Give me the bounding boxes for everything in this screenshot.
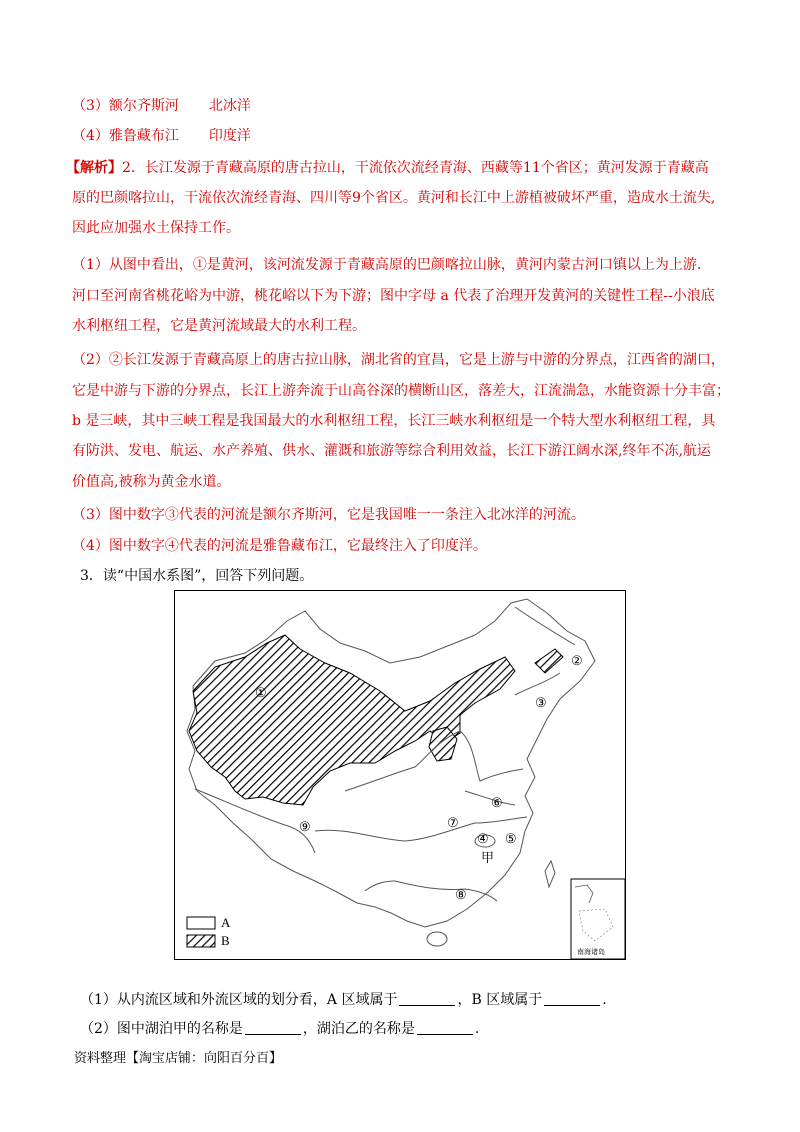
sub-2-text-c: . bbox=[474, 1021, 480, 1037]
sub-1-text-a: （1）从内流区域和外流区域的划分看，A 区域属于 bbox=[80, 992, 398, 1008]
answer-3 bbox=[72, 96, 251, 116]
map-marker-8: ⑧ bbox=[455, 887, 467, 902]
map-marker-9: ⑨ bbox=[299, 819, 311, 834]
legend-a-swatch bbox=[187, 917, 215, 929]
map-marker-3: ③ bbox=[535, 695, 547, 710]
map-marker-jia: 甲 bbox=[481, 850, 495, 865]
sub-2-text-a: （2）图中湖泊甲的名称是 bbox=[80, 1021, 243, 1037]
blank-lake-jia[interactable] bbox=[245, 1020, 301, 1035]
map-marker-1: ① bbox=[255, 685, 267, 700]
map-marker-4: ④ bbox=[477, 831, 489, 846]
sub-2-text-b: ，湖泊乙的名称是 bbox=[302, 1021, 415, 1037]
answer-4-ocean: 印度洋 bbox=[208, 128, 251, 144]
map-marker-5: ⑤ bbox=[505, 831, 517, 846]
china-water-system-map bbox=[174, 590, 626, 960]
map-marker-6: ⑥ bbox=[491, 795, 503, 810]
hainan-island bbox=[427, 932, 447, 946]
analysis-line-10: 价值高,被称为黄金水道。 bbox=[72, 474, 231, 490]
analysis-line-5: 水利枢纽工程，它是黄河流域最大的水利工程。 bbox=[72, 318, 366, 334]
answer-4-river: （4）雅鲁藏布江 bbox=[72, 128, 179, 144]
legend-a-label: A bbox=[221, 915, 231, 930]
analysis-line-3: （1）从图中看出，①是黄河，该河流发源于青藏高原的巴颜喀拉山脉，黄河内蒙古河口镇以上为上游. bbox=[72, 257, 702, 273]
legend-b-swatch bbox=[187, 935, 215, 947]
analysis-line-6: （2）②长江发源于青藏高原上的唐古拉山脉，湖北省的宜昌，它是上游与中游的分界点，江西省的湖口， bbox=[72, 352, 725, 368]
answer-4 bbox=[72, 126, 251, 146]
analysis-tag: 【解析】 bbox=[66, 160, 122, 176]
blank-a-region[interactable] bbox=[399, 991, 455, 1006]
analysis-line-1: 原的巴颜喀拉山，干流依次流经青海、四川等9个省区。黄河和长江中上游植被破坏严重，造成水土流失, bbox=[72, 190, 716, 206]
analysis-line-11: （3）图中数字③代表的河流是额尔齐斯河，它是我国唯一一条注入北冰洋的河流。 bbox=[72, 507, 585, 523]
map-drawing bbox=[175, 591, 627, 961]
map-marker-2: ② bbox=[571, 653, 583, 668]
blank-b-region[interactable] bbox=[544, 991, 600, 1006]
answer-3-river: （3）额尔齐斯河 bbox=[72, 98, 179, 114]
analysis-line-0 bbox=[66, 158, 709, 178]
question-3-sub-2 bbox=[80, 1019, 479, 1039]
analysis-line-8: b 是三峡，其中三峡工程是我国最大的水利枢纽工程，长江三峡水利枢纽是一个特大型水利枢纽工程，具 bbox=[72, 413, 716, 429]
analysis-line-9: 有防洪、发电、航运、水产养殖、供水、灌溉和旅游等综合利用效益，长江下游江阔水深,终年不冻,航运 bbox=[72, 443, 711, 459]
legend-b-label: B bbox=[221, 933, 230, 948]
question-3-title: 3．读“中国水系图”，回答下列问题。 bbox=[80, 568, 314, 584]
question-3-sub-1 bbox=[80, 990, 607, 1010]
taiwan-island bbox=[545, 861, 555, 887]
analysis-line-4: 河口至河南省桃花峪为中游，桃花峪以下为下游；图中字母 a 代表了治理开发黄河的关键性工程--小浪底 bbox=[72, 288, 715, 304]
analysis-text: 2．长江发源于青藏高原的唐古拉山，干流依次流经青海、西藏等11个省区；黄河发源于青藏高 bbox=[122, 160, 709, 176]
answer-3-ocean: 北冰洋 bbox=[208, 98, 251, 114]
analysis-line-2: 因此应加强水土保持工作。 bbox=[72, 220, 240, 236]
blank-lake-yi[interactable] bbox=[417, 1020, 473, 1035]
map-marker-7: ⑦ bbox=[447, 815, 459, 830]
inset-label: 南海诸岛 bbox=[577, 948, 605, 956]
footer-source: 资料整理【淘宝店铺：向阳百分百】 bbox=[74, 1051, 283, 1066]
sub-1-text-c: . bbox=[602, 992, 607, 1008]
analysis-line-12: （4）图中数字④代表的河流是雅鲁藏布江，它最终注入了印度洋。 bbox=[72, 538, 487, 554]
analysis-line-7: 它是中游与下游的分界点，长江上游奔流于山高谷深的横断山区，落差大，江流湍急，水能资源十分丰富； bbox=[72, 383, 730, 399]
sub-1-text-b: ，B 区域属于 bbox=[457, 992, 543, 1008]
